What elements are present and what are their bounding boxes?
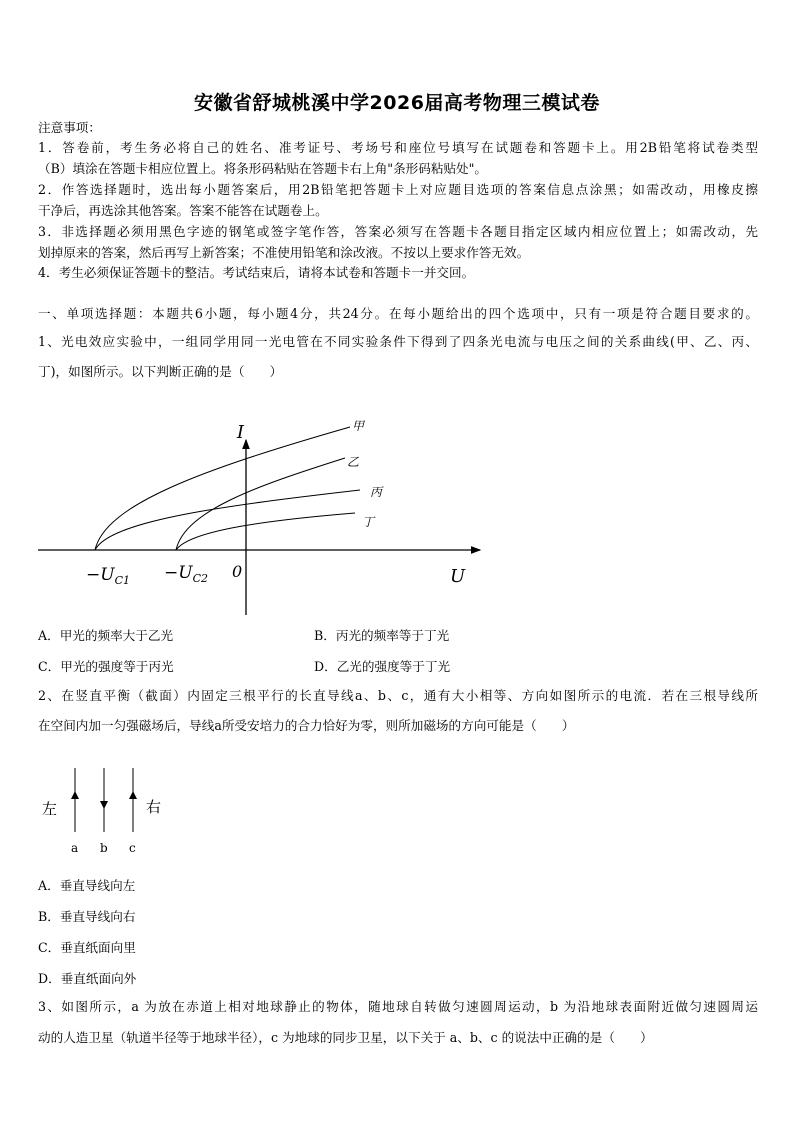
q3-stem-line-1: 3、如图所示，a 为放在赤道上相对地球静止的物体，随地球自转做匀速圆周运动，b 为沿地球表面附近做匀速圆周运	[38, 999, 758, 1014]
curve-label-yi: 乙	[347, 455, 360, 469]
notes-line-7: 4．考生必须保证答题卡的整洁。考试结束后，请将本试卷和答题卡一并交回。	[38, 265, 475, 280]
curve-label-jia: 甲	[352, 419, 365, 433]
notes-line-1: 1．答卷前，考生务必将自己的姓名、准考证号、考场号和座位号填写在试题卷和答题卡上。用2B铅笔将试卷类型	[38, 140, 758, 155]
curve-bing	[95, 490, 360, 550]
curve-label-bing: 丙	[370, 485, 383, 499]
q2-stem-line-1: 2、在竖直平衡（截面）内固定三根平行的长直导线a、b、c，通有大小相等、方向如图所示的电流．若在三根导线所	[38, 688, 758, 703]
section-heading: 一、单项选择题：本题共6小题，每小题4分，共24分。在每小题给出的四个选项中，只有一项是符合题目要求的。	[38, 306, 758, 321]
notes-heading: 注意事项：	[38, 120, 101, 135]
notes-line-4: 干净后，再选涂其他答案。答案不能答在试题卷上。	[38, 203, 328, 218]
photoelectric-iu-graph	[0, 410, 794, 620]
q1-option-a: A．甲光的频率大于乙光	[38, 628, 174, 643]
uc1-main: −U	[86, 565, 115, 585]
i-axis-label: I	[236, 422, 244, 443]
wires-figure	[30, 760, 180, 860]
q2-stem-line-2: 在空间内加一匀强磁场后，导线a所受安培力的合力恰好为零，则所加磁场的方向可能是（ ）	[38, 718, 575, 733]
wire-a-label: a	[71, 841, 79, 855]
curve-label-ding: 丁	[362, 515, 375, 529]
curve-jia	[95, 427, 350, 550]
q1-stem-line-2: 丁)，如图所示。以下判断正确的是（ ）	[38, 364, 283, 379]
uc1-sub: C1	[114, 574, 130, 587]
origin-label: 0	[232, 562, 243, 581]
curve-ding	[176, 513, 355, 550]
page-title: 安徽省舒城桃溪中学2026届高考物理三模试卷	[194, 92, 600, 114]
q1-option-b: B．丙光的频率等于丁光	[314, 628, 450, 643]
q2-option-d: D．垂直纸面向外	[38, 971, 137, 986]
q2-option-c: C．垂直纸面向里	[38, 940, 136, 955]
uc2-label	[164, 563, 208, 585]
q2-option-b: B．垂直导线向右	[38, 909, 136, 924]
notes-line-6: 划掉原来的答案，然后再写上新答案；不准使用铅笔和涂改液。不按以上要求作答无效。	[38, 245, 530, 260]
uc2-sub: C2	[192, 572, 208, 585]
u-axis-label: U	[450, 566, 466, 587]
wire-b-label: b	[100, 841, 108, 855]
q1-option-d: D．乙光的强度等于丁光	[314, 659, 451, 674]
curve-yi	[176, 458, 345, 550]
uc2-main: −U	[164, 563, 193, 583]
q2-option-a: A．垂直导线向左	[38, 878, 136, 893]
notes-line-5: 3．非选择题必须用黑色字迹的钢笔或签字笔作答，答案必须写在答题卡各题目指定区域内相应位置上；如需改动，先	[38, 224, 758, 239]
right-label: 右	[146, 798, 162, 816]
q1-option-c: C．甲光的强度等于丙光	[38, 659, 174, 674]
wire-c-label: c	[129, 841, 136, 855]
left-label: 左	[42, 800, 58, 818]
notes-line-2: （B）填涂在答题卡相应位置上。将条形码粘贴在答题卡右上角"条形码粘贴处"。	[38, 161, 488, 176]
q1-stem-line-1: 1、光电效应实验中，一组同学用同一光电管在不同实验条件下得到了四条光电流与电压之间的关系曲线(甲、乙、丙、	[38, 334, 758, 349]
uc1-label	[86, 565, 130, 587]
notes-line-3: 2．作答选择题时，选出每小题答案后，用2B铅笔把答题卡上对应题目选项的答案信息点涂黑；如需改动，用橡皮擦	[38, 182, 758, 197]
q3-stem-line-2: 动的人造卫星（轨道半径等于地球半径），c 为地球的同步卫星，以下关于 a、b、c 的说法中正确的是（ ）	[38, 1030, 653, 1045]
